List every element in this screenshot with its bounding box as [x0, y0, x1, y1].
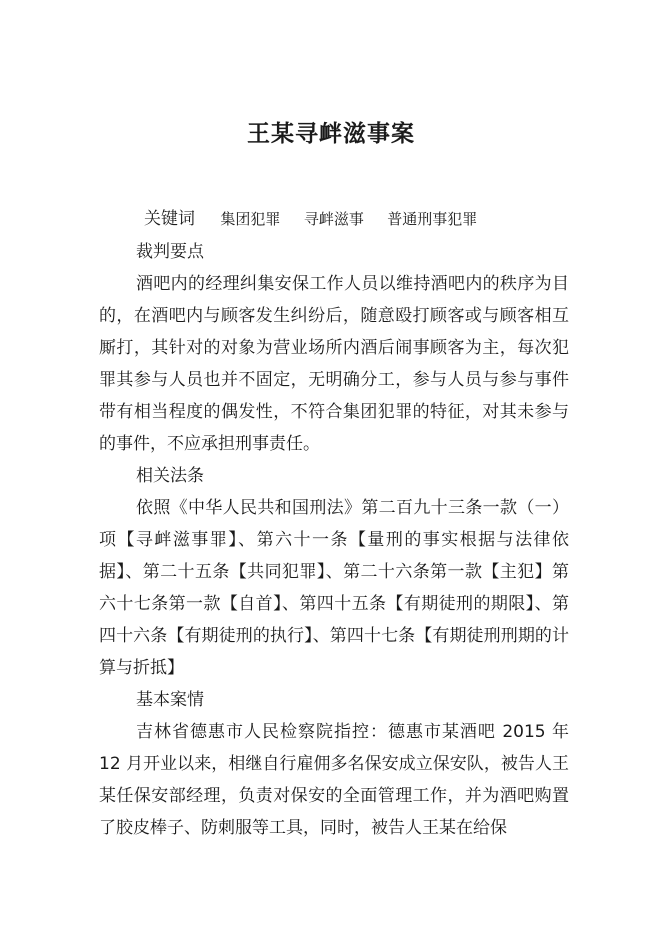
section-body-ruling-points: 酒吧内的经理纠集安保工作人员以维持酒吧内的秩序为目的，在酒吧内与顾客发生纠纷后，随意殴打顾客或与顾客相互厮打，其针对的对象为营业场所内酒后闹事顾客为主，每次犯罪其参与人员也并不固定，无明确分工，参与人员与参与事件带有相当程度的偶发性，不符合集团犯罪的特征，对其未参与的事件，不应承担刑事责任。: [99, 274, 569, 454]
keyword-item: 集团犯罪: [220, 210, 281, 228]
document-body: [99, 236, 569, 844]
keyword-item: 普通刑事犯罪: [387, 210, 478, 228]
section-body-related-law: 依照《中华人民共和国刑法》第二百九十三条一款（一）项【寻衅滋事罪】、第六十一条【量刑的事实根据与法律依据】、第二十五条【共同犯罪】、第二十六条第一款【主犯】第六十七条第一款【自首】、第四十五条【有期徒刑的期限】、第四十六条【有期徒刑的执行】、第四十七条【有期徒刑刑期的计算与折抵】: [99, 498, 569, 678]
section-heading-ruling-points: 裁判要点: [136, 242, 204, 262]
section-body-basic-facts: 吉林省德惠市人民检察院指控：德惠市某酒吧 2015 年 12 月开业以来，相继自行雇佣多名保安成立保安队，被告人王某任保安部经理，负责对保安的全面管理工作，并为酒吧购置了胶皮棒子、防刺服等工具，同时，被告人王某在给保: [99, 722, 569, 838]
keywords-label: 关键词: [144, 209, 195, 229]
keyword-item: 寻衅滋事: [303, 210, 364, 228]
section-heading-basic-facts: 基本案情: [136, 690, 204, 710]
keywords-line: [144, 205, 495, 233]
section-heading-related-law: 相关法条: [136, 466, 204, 486]
document-title: 王某寻衅滋事案: [247, 121, 415, 147]
